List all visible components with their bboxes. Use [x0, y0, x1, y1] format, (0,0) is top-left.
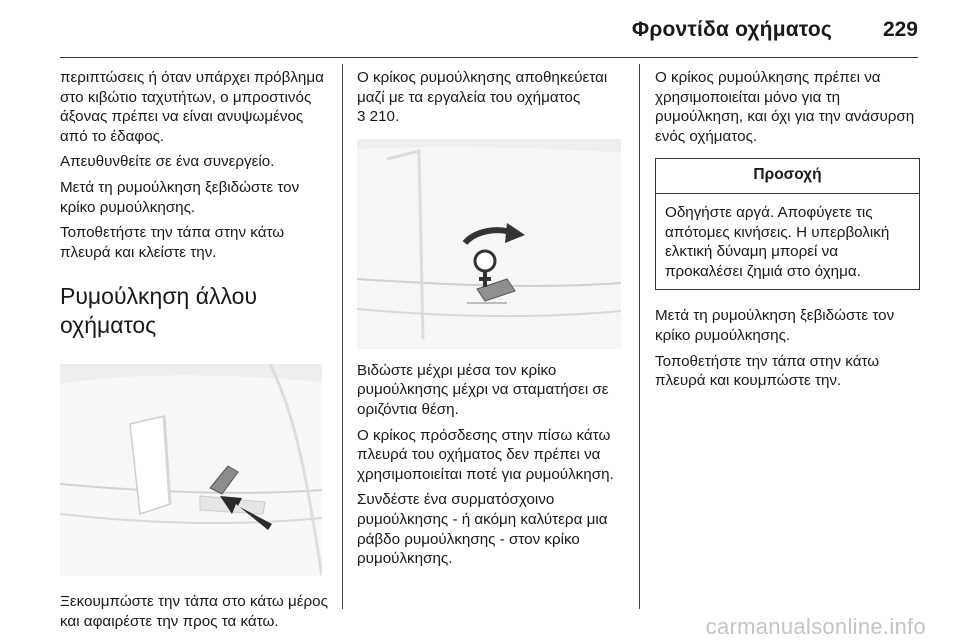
caution-box	[655, 158, 920, 290]
towing-eye-illustration	[357, 139, 621, 349]
column-1	[60, 68, 332, 638]
section-heading: Ρυμούλκηση άλλου οχήματος	[60, 283, 258, 339]
paragraph: Μετά τη ρυμούλκηση ξεβιδώστε τον κρίκο ρυμούλκησης.	[60, 178, 300, 216]
paragraph: Βιδώστε μέχρι μέσα τον κρίκο ρυμούλκησης μέχρι να σταματήσει σε οριζόντια θέση.	[357, 361, 609, 418]
paragraph: περιπτώσεις ή όταν υπάρχει πρόβλημα στο κιβώτιο ταχυτήτων, ο μπροστινός άξονας πρέπει να είναι ανυψωμένος από το έδαφος.	[60, 69, 324, 145]
column-divider-2	[639, 64, 640, 609]
column-3	[655, 68, 920, 397]
bumper-cap-illustration	[60, 364, 322, 576]
paragraph: Τοποθετήστε την τάπα στην κάτω πλευρά και κλείστε την.	[60, 224, 285, 261]
paragraph	[357, 68, 627, 127]
illustration-caption: Ξεκουμπώστε την τάπα στο κάτω μέρος και αφαιρέστε την προς τα κάτω.	[60, 593, 328, 630]
paragraph-text: Ο κρίκος ρυμούλκησης αποθηκεύεται μαζί με τα εργαλεία του οχήματος	[357, 69, 608, 106]
paragraph: Τοποθετήστε την τάπα στην κάτω πλευρά και κουμπώστε την.	[655, 352, 880, 390]
paragraph: Ο κρίκος πρόσδεσης στην πίσω κάτω πλευρά του οχήματος δεν πρέπει να χρησιμοποιείται ποτέ για ρυμούλκηση.	[357, 426, 614, 483]
caution-text: Οδηγήστε αργά. Αποφύγετε τις απότομες κινήσεις. Η υπερβολική ελκτική δύναμη μπορεί να προκαλέσει ζημιά στο όχημα.	[665, 203, 890, 280]
page-header	[0, 0, 960, 60]
header-divider	[60, 57, 918, 58]
paragraph: Μετά τη ρυμούλκηση ξεβιδώστε τον κρίκο ρυμούλκησης.	[655, 307, 895, 344]
column-divider-1	[342, 64, 343, 609]
paragraph: Ο κρίκος ρυμούλκησης πρέπει να χρησιμοποιείται μόνο για τη ρυμούλκηση, και όχι για την ανάσυρση ενός οχήματος.	[655, 69, 915, 145]
page-number: 229	[882, 18, 918, 41]
column-2	[357, 68, 627, 575]
watermark: carmanualsonline.info	[705, 614, 926, 639]
page-title: Φροντίδα οχήματος	[631, 18, 832, 41]
page-reference-link[interactable]: 3 210.	[357, 108, 400, 126]
caution-title: Προσοχή	[656, 159, 919, 194]
paragraph: Συνδέστε ένα συρματόσχοινο ρυμούλκησης - ή ακόμη καλύτερα μια ράβδο ρυμούλκησης - στον κρίκο ρυμούλκησης.	[357, 491, 608, 568]
paragraph: Απευθυνθείτε σε ένα συνεργείο.	[60, 153, 275, 171]
